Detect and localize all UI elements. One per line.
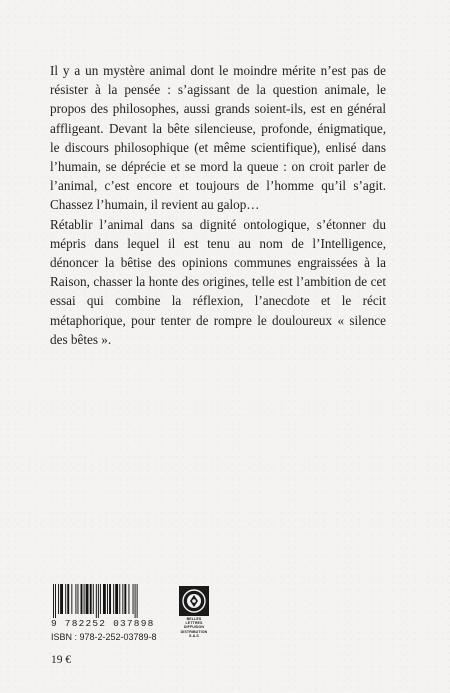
blurb-paragraph-2: Rétablir l’animal dans sa dignité ontologique, s’étonner du mépris dans lequel il est tenu au nom de l’Intelligence, dénoncer la bêtise des opinions communes engraissées à la Raison, chasser la honte des origines, telle est l’ambition de cet essai qui combine la réflexion, l’anecdote et le récit métaphorique, pour tenter de rompre le douloureux « silence des bêtes ». (50, 216, 386, 347)
barcode-bar (133, 584, 134, 614)
barcode-bar (115, 584, 118, 614)
barcode-bar (100, 584, 101, 614)
barcode-bar (119, 584, 120, 614)
barcode-bar (84, 584, 85, 614)
publisher-line-2: DIFFUSION (183, 625, 205, 630)
barcode-digits: 9 782252 037898 (51, 618, 155, 629)
price-label: 19 € (51, 654, 72, 666)
barcode-bar (135, 584, 136, 618)
isbn-number: ISBN : 978-2-252-03789-8 (51, 632, 157, 642)
barcode-bar (103, 584, 106, 614)
publisher-logo (178, 586, 210, 638)
barcode-block (51, 584, 169, 643)
blurb-paragraph-1: Il y a un mystère animal dont le moindre mérite n’est pas de résister à la pensée : s’agissant de la question animale, le propos des philosophes, aussi grands soient-ils, est en général affligeant. Devant la bête silencieuse, profonde, énigmatique, le discours philosophique (et même scientifique), enlisé dans l’humain, se déprécie et se mord la queue : on croit parler de l’animal, c’est encore et toujours de l’homme qu’il s’agit. Chassez l’humain, il revient au galop… (50, 63, 386, 213)
barcode-bar (124, 584, 126, 614)
barcode-bar (113, 584, 114, 614)
barcode-bar (93, 584, 94, 614)
barcode-bar (109, 584, 111, 614)
barcode-bar (81, 584, 83, 614)
barcode-bar (77, 584, 78, 614)
barcode-bar (107, 584, 108, 614)
barcode-graphic (51, 584, 169, 618)
barcode-bar (67, 584, 69, 614)
publisher-line-3: DISTRIBUTION (180, 629, 208, 634)
barcode-bar (75, 584, 76, 614)
publisher-line-1: BELLES LETTRES (185, 617, 203, 626)
barcode-bar (71, 584, 72, 614)
barcode-bar (86, 584, 89, 614)
barcode-bar (96, 584, 97, 618)
barcode-bar (53, 584, 54, 618)
barcode-bar (137, 584, 138, 618)
back-cover-blurb (50, 61, 386, 349)
barcode-bar (90, 584, 92, 614)
barcode-bar (128, 584, 129, 614)
barcode-bar (58, 584, 59, 614)
barcode-bar (60, 584, 63, 614)
barcode-bar (98, 584, 99, 618)
barcode-bar (122, 584, 123, 614)
publisher-line-4: S.A.S (189, 633, 199, 638)
barcode-bar (55, 584, 56, 618)
barcode-bar (65, 584, 66, 614)
publisher-name (178, 617, 210, 638)
publisher-emblem-icon (179, 586, 209, 616)
